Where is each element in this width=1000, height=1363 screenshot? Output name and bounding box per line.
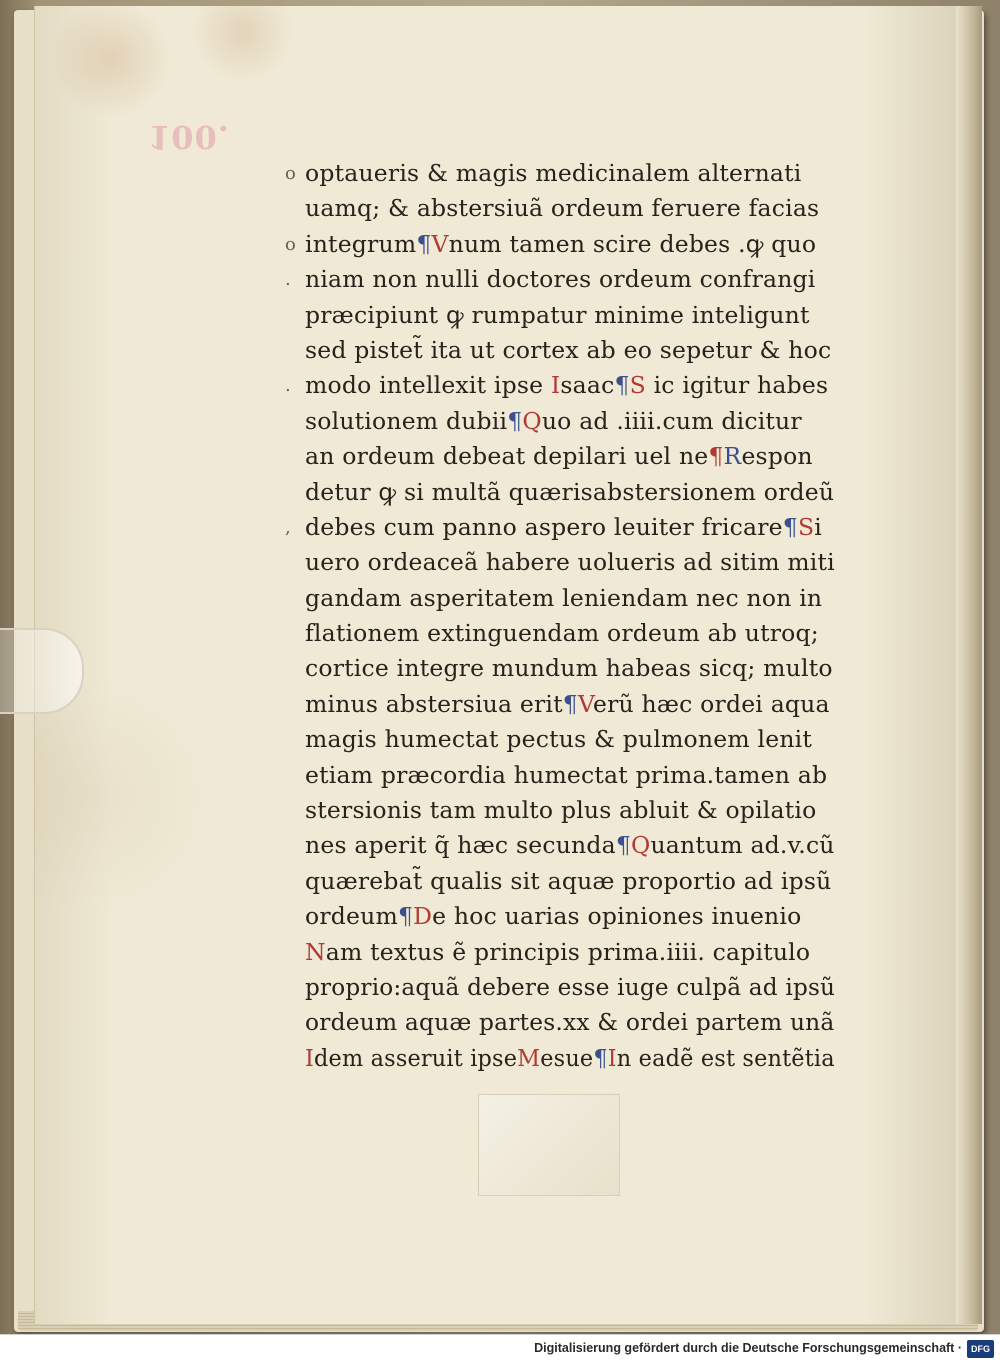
text-segment: minus abstersiua erit — [305, 689, 563, 718]
text-segment: ordeum aquæ partes.xx & ordei partem unã — [305, 1008, 835, 1037]
rubricated-letter: N — [305, 937, 326, 966]
text-segment: modo intellexit ipse — [305, 371, 551, 400]
rubricated-letter: I — [550, 371, 561, 400]
text-line — [285, 156, 835, 191]
rubricated-letter: ¶ — [614, 371, 630, 400]
text-segment: debes cum panno aspero leuiter fricare — [305, 512, 783, 541]
text-segment: espon — [741, 442, 813, 471]
text-line — [305, 475, 835, 510]
text-segment: sed pistet̃ ita ut cortex ab eo sepetur & hoc — [305, 335, 832, 364]
text-segment: ic igitur habes — [645, 371, 829, 400]
rubricated-letter: Q — [522, 406, 542, 435]
text-segment: nes aperit q̃ hæc secunda — [305, 831, 616, 860]
text-line — [305, 935, 835, 970]
text-segment: i — [814, 512, 822, 541]
text-line — [305, 616, 835, 651]
text-line — [305, 439, 835, 474]
rubricated-letter: ¶ — [562, 689, 578, 718]
text-line — [285, 227, 835, 262]
rubricated-letter: S — [797, 512, 815, 541]
book-gutter — [956, 6, 982, 1324]
text-segment: solutionem dubii — [305, 406, 508, 435]
rubricated-letter: I — [305, 1043, 315, 1072]
funding-notice: Digitalisierung gefördert durch die Deutsche Forschungsgemeinschaft · — [534, 1341, 962, 1355]
text-segment: magis humectat pectus & pulmonem lenit — [305, 725, 813, 754]
text-segment: flationem extinguendam ordeum ab utroq; — [305, 619, 819, 648]
text-line — [305, 545, 833, 580]
text-segment: ordeum — [305, 902, 398, 931]
rubricated-letter: ¶ — [615, 831, 631, 860]
text-segment: an ordeum debeat depilari uel ne — [305, 442, 709, 471]
text-line — [305, 722, 835, 757]
text-segment: uero ordeaceã habere uolueris ad sitim miti — [305, 548, 835, 577]
text-segment: n eadẽ est sentẽtia — [616, 1043, 835, 1072]
margin-mark: . — [285, 269, 291, 291]
text-line — [305, 758, 835, 793]
text-line — [305, 864, 835, 899]
text-line — [305, 404, 835, 439]
rubricated-letter: D — [413, 902, 433, 931]
text-line — [305, 1041, 835, 1076]
text-segment: e hoc uarias opiniones inuenio — [432, 902, 802, 931]
dfg-logo-icon: DFG — [967, 1340, 994, 1358]
text-segment: saac — [560, 371, 615, 400]
text-segment: integrum — [305, 229, 417, 258]
text-segment: stersionis tam multo plus abluit & opilatio — [305, 796, 817, 825]
text-segment: am textus ẽ principis prima.iiii. capitulo — [325, 937, 811, 966]
blind-stamp — [478, 1094, 620, 1196]
text-line — [305, 899, 835, 934]
text-segment: gandam asperitatem leniendam nec non in — [305, 583, 823, 612]
text-line — [305, 687, 835, 722]
rubricated-letter: Q — [630, 831, 651, 860]
margin-mark: o — [285, 163, 297, 184]
text-line — [305, 191, 835, 226]
rubricated-letter: R — [723, 442, 742, 471]
footer-bar — [0, 1334, 1000, 1363]
rubricated-letter: S — [629, 371, 646, 400]
text-line — [305, 1005, 835, 1040]
rubricated-letter: I — [607, 1043, 617, 1072]
text-segment: detur ꝙ si multã quærisabstersionem ordeũ — [305, 477, 835, 506]
text-segment: præcipiunt ꝙ rumpatur minime inteligunt — [305, 300, 810, 329]
text-segment: dem asseruit ipse — [314, 1043, 518, 1072]
text-segment: proprio:aquã debere esse iuge culpã ad ipsũ — [305, 972, 836, 1001]
rubricated-letter: V — [431, 229, 449, 258]
rubricated-letter: ¶ — [708, 442, 724, 471]
text-block — [285, 156, 836, 1076]
folio-number: 100. — [148, 118, 230, 156]
text-line — [305, 651, 835, 686]
text-line — [285, 262, 835, 297]
margin-mark: o — [285, 233, 297, 255]
text-line — [305, 581, 835, 616]
text-line — [285, 510, 835, 545]
text-segment: esue — [540, 1043, 594, 1072]
text-segment: cortice integre mundum habeas sicq; multo — [305, 654, 833, 683]
text-segment: niam non nulli doctores ordeum confrangi — [305, 265, 816, 294]
rubricated-letter: ¶ — [507, 406, 523, 435]
text-line — [305, 970, 836, 1005]
text-segment: erũ hæc ordei aqua — [592, 689, 830, 718]
text-segment: uo ad .iiii.cum dicitur — [541, 406, 802, 435]
text-line — [305, 298, 835, 333]
text-segment: uamq; & abstersiuã ordeum feruere facias — [305, 194, 820, 223]
text-line — [305, 333, 835, 368]
rubricated-letter: M — [517, 1043, 541, 1072]
text-segment: uantum ad.v.cũ — [650, 831, 835, 860]
margin-mark: , — [285, 516, 291, 538]
text-segment: optaueris & magis medicinalem alternati — [305, 159, 802, 187]
text-line — [305, 828, 835, 863]
text-segment: etiam præcordia humectat prima.tamen ab — [305, 760, 828, 789]
margin-mark: . — [285, 375, 291, 397]
rubricated-letter: ¶ — [416, 229, 432, 258]
rubricated-letter: V — [577, 689, 593, 718]
rubricated-letter: ¶ — [782, 512, 798, 541]
rubricated-letter: ¶ — [397, 902, 414, 931]
text-line — [285, 368, 835, 403]
page-holder-clip — [0, 628, 84, 714]
text-segment: num tamen scire debes .ꝙ quo — [448, 229, 817, 258]
text-segment: quærebat̃ qualis sit aquæ proportio ad ipsũ — [305, 866, 832, 895]
rubricated-letter: ¶ — [593, 1043, 608, 1072]
text-line — [305, 793, 835, 828]
